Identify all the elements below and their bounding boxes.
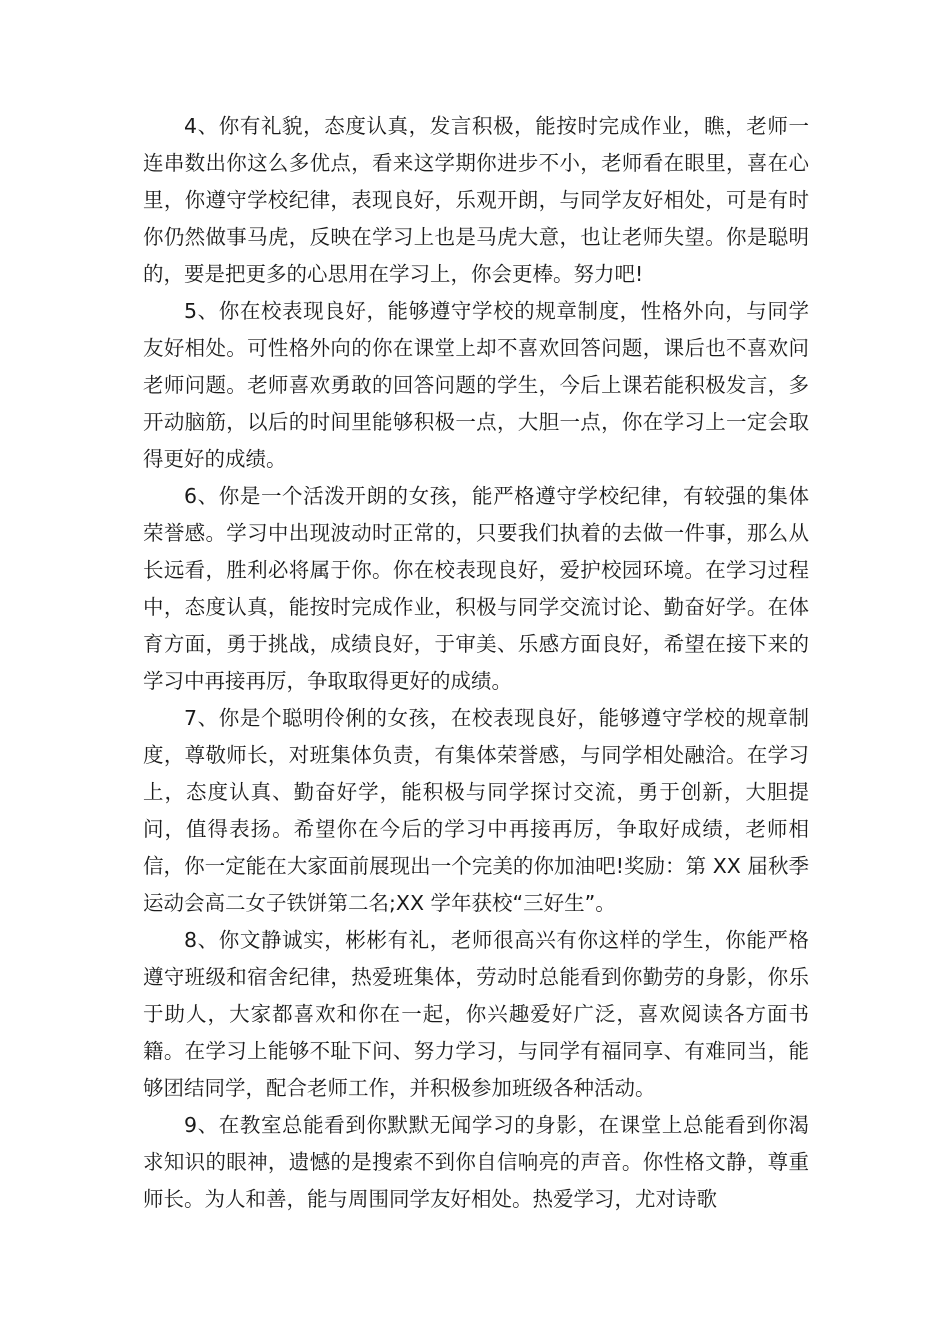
paragraph-5: 5、你在校表现良好，能够遵守学校的规章制度，性格外向，与同学友好相处。可性格外向的你在课堂上却不喜欢回答问题，课后也不喜欢问老师问题。老师喜欢勇敢的回答问题的学生，今后上课若能积极发言，多开动脑筋，以后的时间里能够积极一点，大胆一点，你在学习上一定会取得更好的成绩。 (143, 299, 809, 471)
paragraph-6: 6、你是一个活泼开朗的女孩，能严格遵守学校纪律，有较强的集体荣誉感。学习中出现波动时正常的，只要我们执着的去做一件事，那么从长远看，胜利必将属于你。你在校表现良好，爱护校园环境。在学习过程中，态度认真，能按时完成作业，积极与同学交流讨论、勤奋好学。在体育方面，勇于挑战，成绩良好，于审美、乐感方面良好，希望在接下来的学习中再接再厉，争取取得更好的成绩。 (143, 484, 809, 693)
paragraph-4: 4、你有礼貌，态度认真，发言积极，能按时完成作业，瞧，老师一连串数出你这么多优点，看来这学期你进步不小，老师看在眼里，喜在心里，你遵守学校纪律，表现良好，乐观开朗，与同学友好相处，可是有时你仍然做事马虎，反映在学习上也是马虎大意，也让老师失望。你是聪明的，要是把更多的心思用在学习上，你会更棒。努力吧! (143, 114, 809, 286)
paragraph-9: 9、在教室总能看到你默默无闻学习的身影，在课堂上总能看到你渴求知识的眼神，遗憾的是搜索不到你自信响亮的声音。你性格文静，尊重师长。为人和善，能与周围同学友好相处。热爱学习，尤对诗歌 (143, 1113, 809, 1211)
paragraph-7: 7、你是个聪明伶俐的女孩，在校表现良好，能够遵守学校的规章制度，尊敬师长，对班集体负责，有集体荣誉感，与同学相处融洽。在学习上，态度认真、勤奋好学，能积极与同学探讨交流，勇于创新，大胆提问，值得表扬。希望你在今后的学习中再接再厉，争取好成绩，老师相信，你一定能在大家面前展现出一个完美的你加油吧!奖励：第 XX 届秋季运动会高二女子铁饼第二名;XX 学年获校“三好生”。 (143, 706, 809, 915)
paragraph-8: 8、你文静诚实，彬彬有礼，老师很高兴有你这样的学生，你能严格遵守班级和宿舍纪律，热爱班集体，劳动时总能看到你勤劳的身影，你乐于助人，大家都喜欢和你在一起，你兴趣爱好广泛，喜欢阅读各方面书籍。在学习上能够不耻下问、努力学习，与同学有福同享、有难同当，能够团结同学，配合老师工作，并积极参加班级各种活动。 (143, 928, 809, 1100)
document-body (143, 108, 809, 1218)
